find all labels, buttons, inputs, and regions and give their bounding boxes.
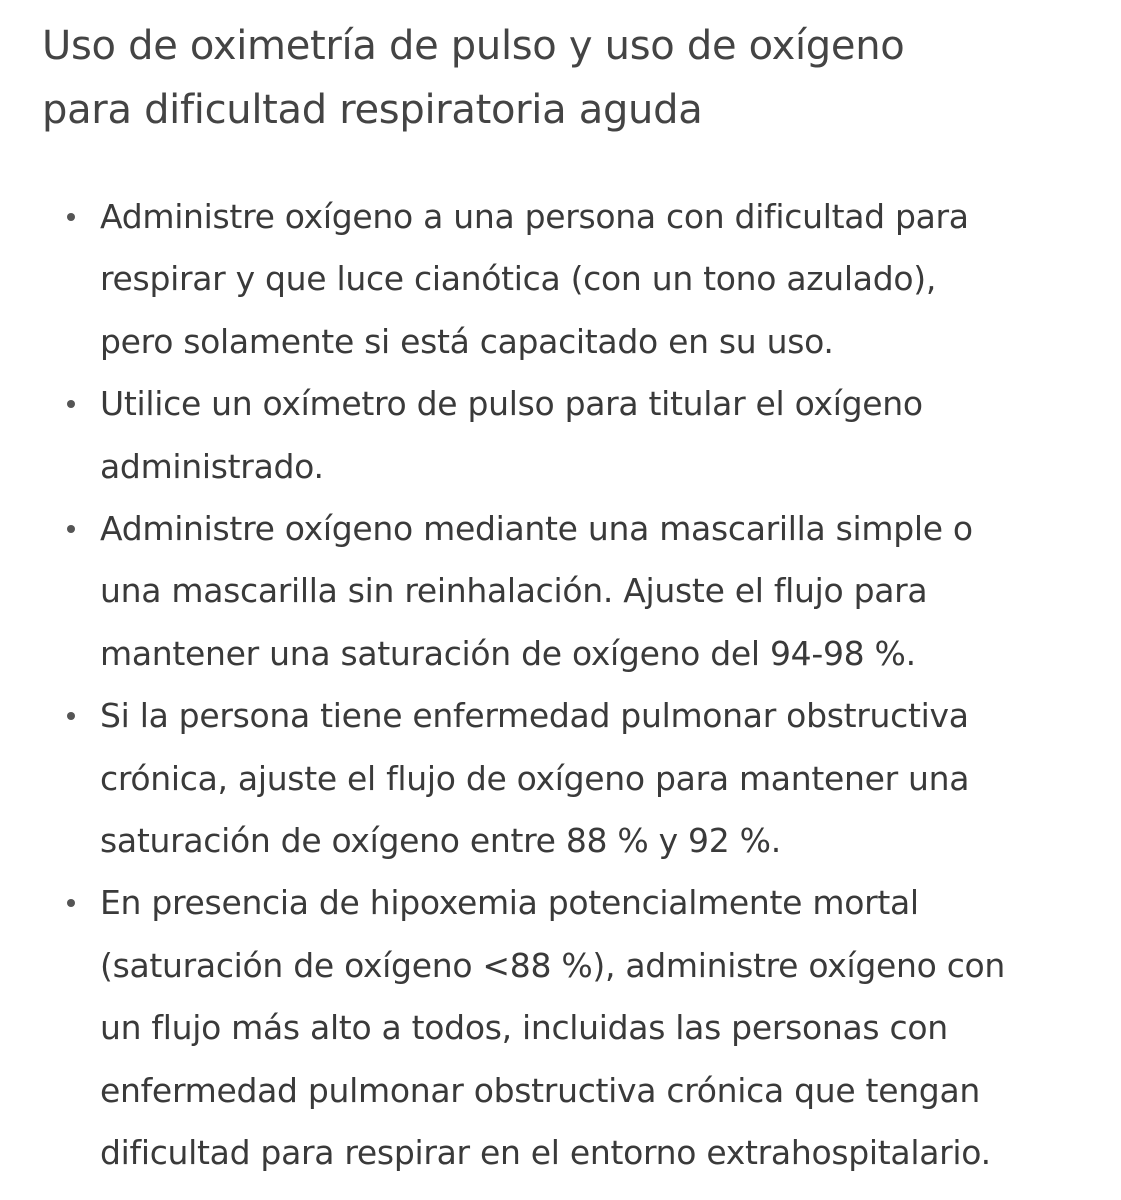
list-item [0, 498, 1121, 685]
list-item-line: crónica, ajuste el flujo de oxígeno para mantener una [100, 758, 970, 798]
title-line: Uso de oximetría de pulso y uso de oxígeno [42, 23, 905, 69]
list-item [0, 186, 1121, 373]
list-item-line: pero solamente si está capacitado en su uso. [100, 321, 834, 361]
list-item-line: (saturación de oxígeno <88 %), administre oxígeno con [100, 945, 1006, 985]
list-item-line: respirar y que luce cianótica (con un tono azulado), [100, 259, 937, 299]
title-line: para dificultad respiratoria aguda [42, 87, 703, 133]
list-item-line: Utilice un oxímetro de pulso para titular el oxígeno [100, 384, 923, 424]
list-item [0, 373, 1121, 498]
list-item-line: Administre oxígeno a una persona con dificultad para [100, 197, 969, 236]
bullet-dot-icon [67, 213, 75, 221]
list-item-line: Si la persona tiene enfermedad pulmonar obstructiva [100, 696, 969, 736]
list-item [0, 685, 1121, 872]
bullet-dot-icon [67, 400, 75, 408]
list-item-line: Administre oxígeno mediante una mascarilla simple o [100, 509, 973, 549]
list-item-line: administrado. [100, 446, 324, 486]
bullet-dot-icon [67, 712, 75, 720]
list-item-line: dificultad para respirar en el entorno extrahospitalario. [100, 1133, 991, 1173]
bullet-dot-icon [67, 525, 75, 533]
bullet-dot-icon [67, 899, 75, 907]
bullet-list [0, 186, 1121, 1185]
list-item [0, 872, 1121, 1184]
list-item-line: una mascarilla sin reinhalación. Ajuste el flujo para [100, 571, 928, 611]
list-item-line: saturación de oxígeno entre 88 % y 92 %. [100, 821, 781, 861]
list-item-line: enfermedad pulmonar obstructiva crónica que tengan [100, 1070, 980, 1110]
list-item-line: En presencia de hipoxemia potencialmente mortal [100, 883, 919, 923]
page-title [42, 14, 1082, 142]
list-item-line: mantener una saturación de oxígeno del 94-98 %. [100, 633, 916, 673]
list-item-line: un flujo más alto a todos, incluidas las personas con [100, 1008, 948, 1048]
